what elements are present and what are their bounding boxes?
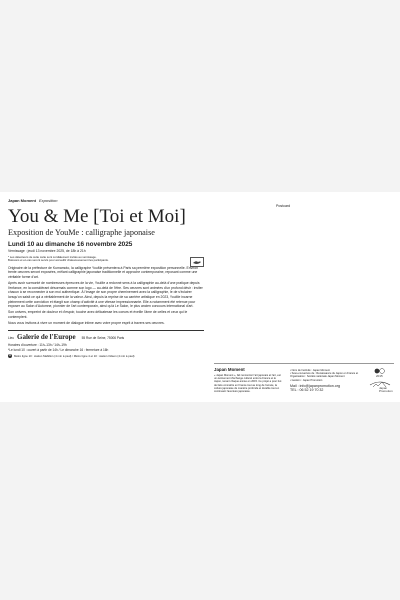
postcard-back [214,198,394,398]
front-brand [8,198,204,203]
japan-promotion-logo [368,367,392,395]
exhibition-subtitle: Exposition de YouMe : calligraphe japonaise [8,228,155,237]
opening-hours [8,343,204,352]
description-paragraph: Originaire de la préfecture de Kumamoto, la calligraphe YouMe présentera à Paris sa première exposition personnelle. Environ trente oeuvres seront exposées, mêlant calligraphie japonaise traditionnelle et approche contemporaine, reposant comme une véritable forme d'art. [8,265,198,279]
notice-line: * Les détenteurs de cette carte sont cordialement invités au vernissage. [8,255,97,259]
bird-icon [192,259,202,265]
divider [214,363,394,364]
postcard-front [8,198,204,358]
invitation-notice [8,256,204,263]
description-paragraph: Après avoir surmonté de nombreuses épreuves de la vie, YouMe a redonné sens à la calligraphie au-delà d'une pratique depuis l'enfance, en la considérant désormais comme son logo — au-delà de l'être. Ses oeuvres sont animées d'un profond désir : inviter chacun à se reconnecter à son moi authentique. À l'image de son propre cheminement avec la calligraphie, le de s'éclairer lorsqu'on saisit ce qui a véritablement de la valeur. Ainsi, depuis la reprise de sa carrière artistique en 2023, YouMe incarne pleinement cette conviction et élargit son champ d'activité à une vitesse impressionnante. Elle a notamment été retenue pour exposer au Salon d'Automne, pionnier de l'art contemporain, ainsi qu'à Le Salon, le plus ancien concours international d'art. [8,281,203,309]
postcard [0,192,400,402]
contact-tel: TEL : 06 52 19 70 32 [290,388,324,393]
contact-info [290,384,340,393]
postcard-label: Postcard [276,204,291,208]
logo-text-line: Japan [379,386,388,390]
back-info-block [214,367,394,397]
venue-name: Galerie de l'Europe [17,333,76,342]
metro-text: Métro ligne 10 : station Mabillon (4 min à pied) / Métro ligne 4 et 10 : station Odéon (4 min à pied) [14,354,135,359]
sponsor-logo-icon [190,257,204,267]
contact-mail: Mail : info@japanpromotion.org [290,384,340,388]
exhibition-title: You & Me [Toi et Moi] [8,206,186,227]
back-roles: • Nom de l'activité : Japan Moment • Sous-couverture de : Renaissance du Japon en France et Organisation : Société nationale Japan Moment • Gestion : Japan Promotion [290,369,359,382]
venue-label: Lieu [8,336,15,341]
notice-line: Boissons et en-cas seront servis pour accueillir chaleureusement les participants. [8,258,109,263]
venue-row [8,333,204,341]
divider [8,330,204,331]
logo-top-text: 2015 [376,374,383,378]
hours-line: *Le lundi 10 : ouvert à partir de 14h / Le dimanche 16 : fermeture à 16h [8,347,109,352]
back-description: « Japan Moment », fait rencontrer l'art japonais et l'art, est un événement d'échange culturel entre la France et le Japon, tenant chaque année en 2015. Ce projet a pour but de faire connaître en France tout au long de l'année, la culture japonaise de manière profonde et durable tout en continuant l'aventure japonaise. [214,374,282,394]
brand-subtitle: Exposition [39,198,58,203]
vernissage-info: Vernissage : jeudi 13 novembre 2025, de 18h à 21h [8,249,86,253]
back-brand: Japan Moment [214,367,245,372]
brand-name: Japan Moment [8,198,37,203]
description-paragraph: Nous vous invitons à vivre un moment de dialogue intime avec votre propre esprit à travers ses oeuvres. [8,321,165,326]
metro-info [8,354,204,358]
exhibition-dates: Lundi 10 au dimanche 16 novembre 2025 [8,241,133,248]
description-paragraph: Son univers, empreint de douleur et d'espoir, touche avec délicatesse les coeurs et éveille l'âme de celles et ceux qui le contemplent. [8,310,188,319]
hours-line: Horaires d'ouverture : 11h–13h / 14h–19h [8,343,67,348]
logo-text [379,387,393,394]
venue-address: 55 Rue de Seine, 75006 Paris [81,336,125,341]
logo-text-line: Promotion [379,389,393,394]
metro-icon: M [8,354,12,358]
